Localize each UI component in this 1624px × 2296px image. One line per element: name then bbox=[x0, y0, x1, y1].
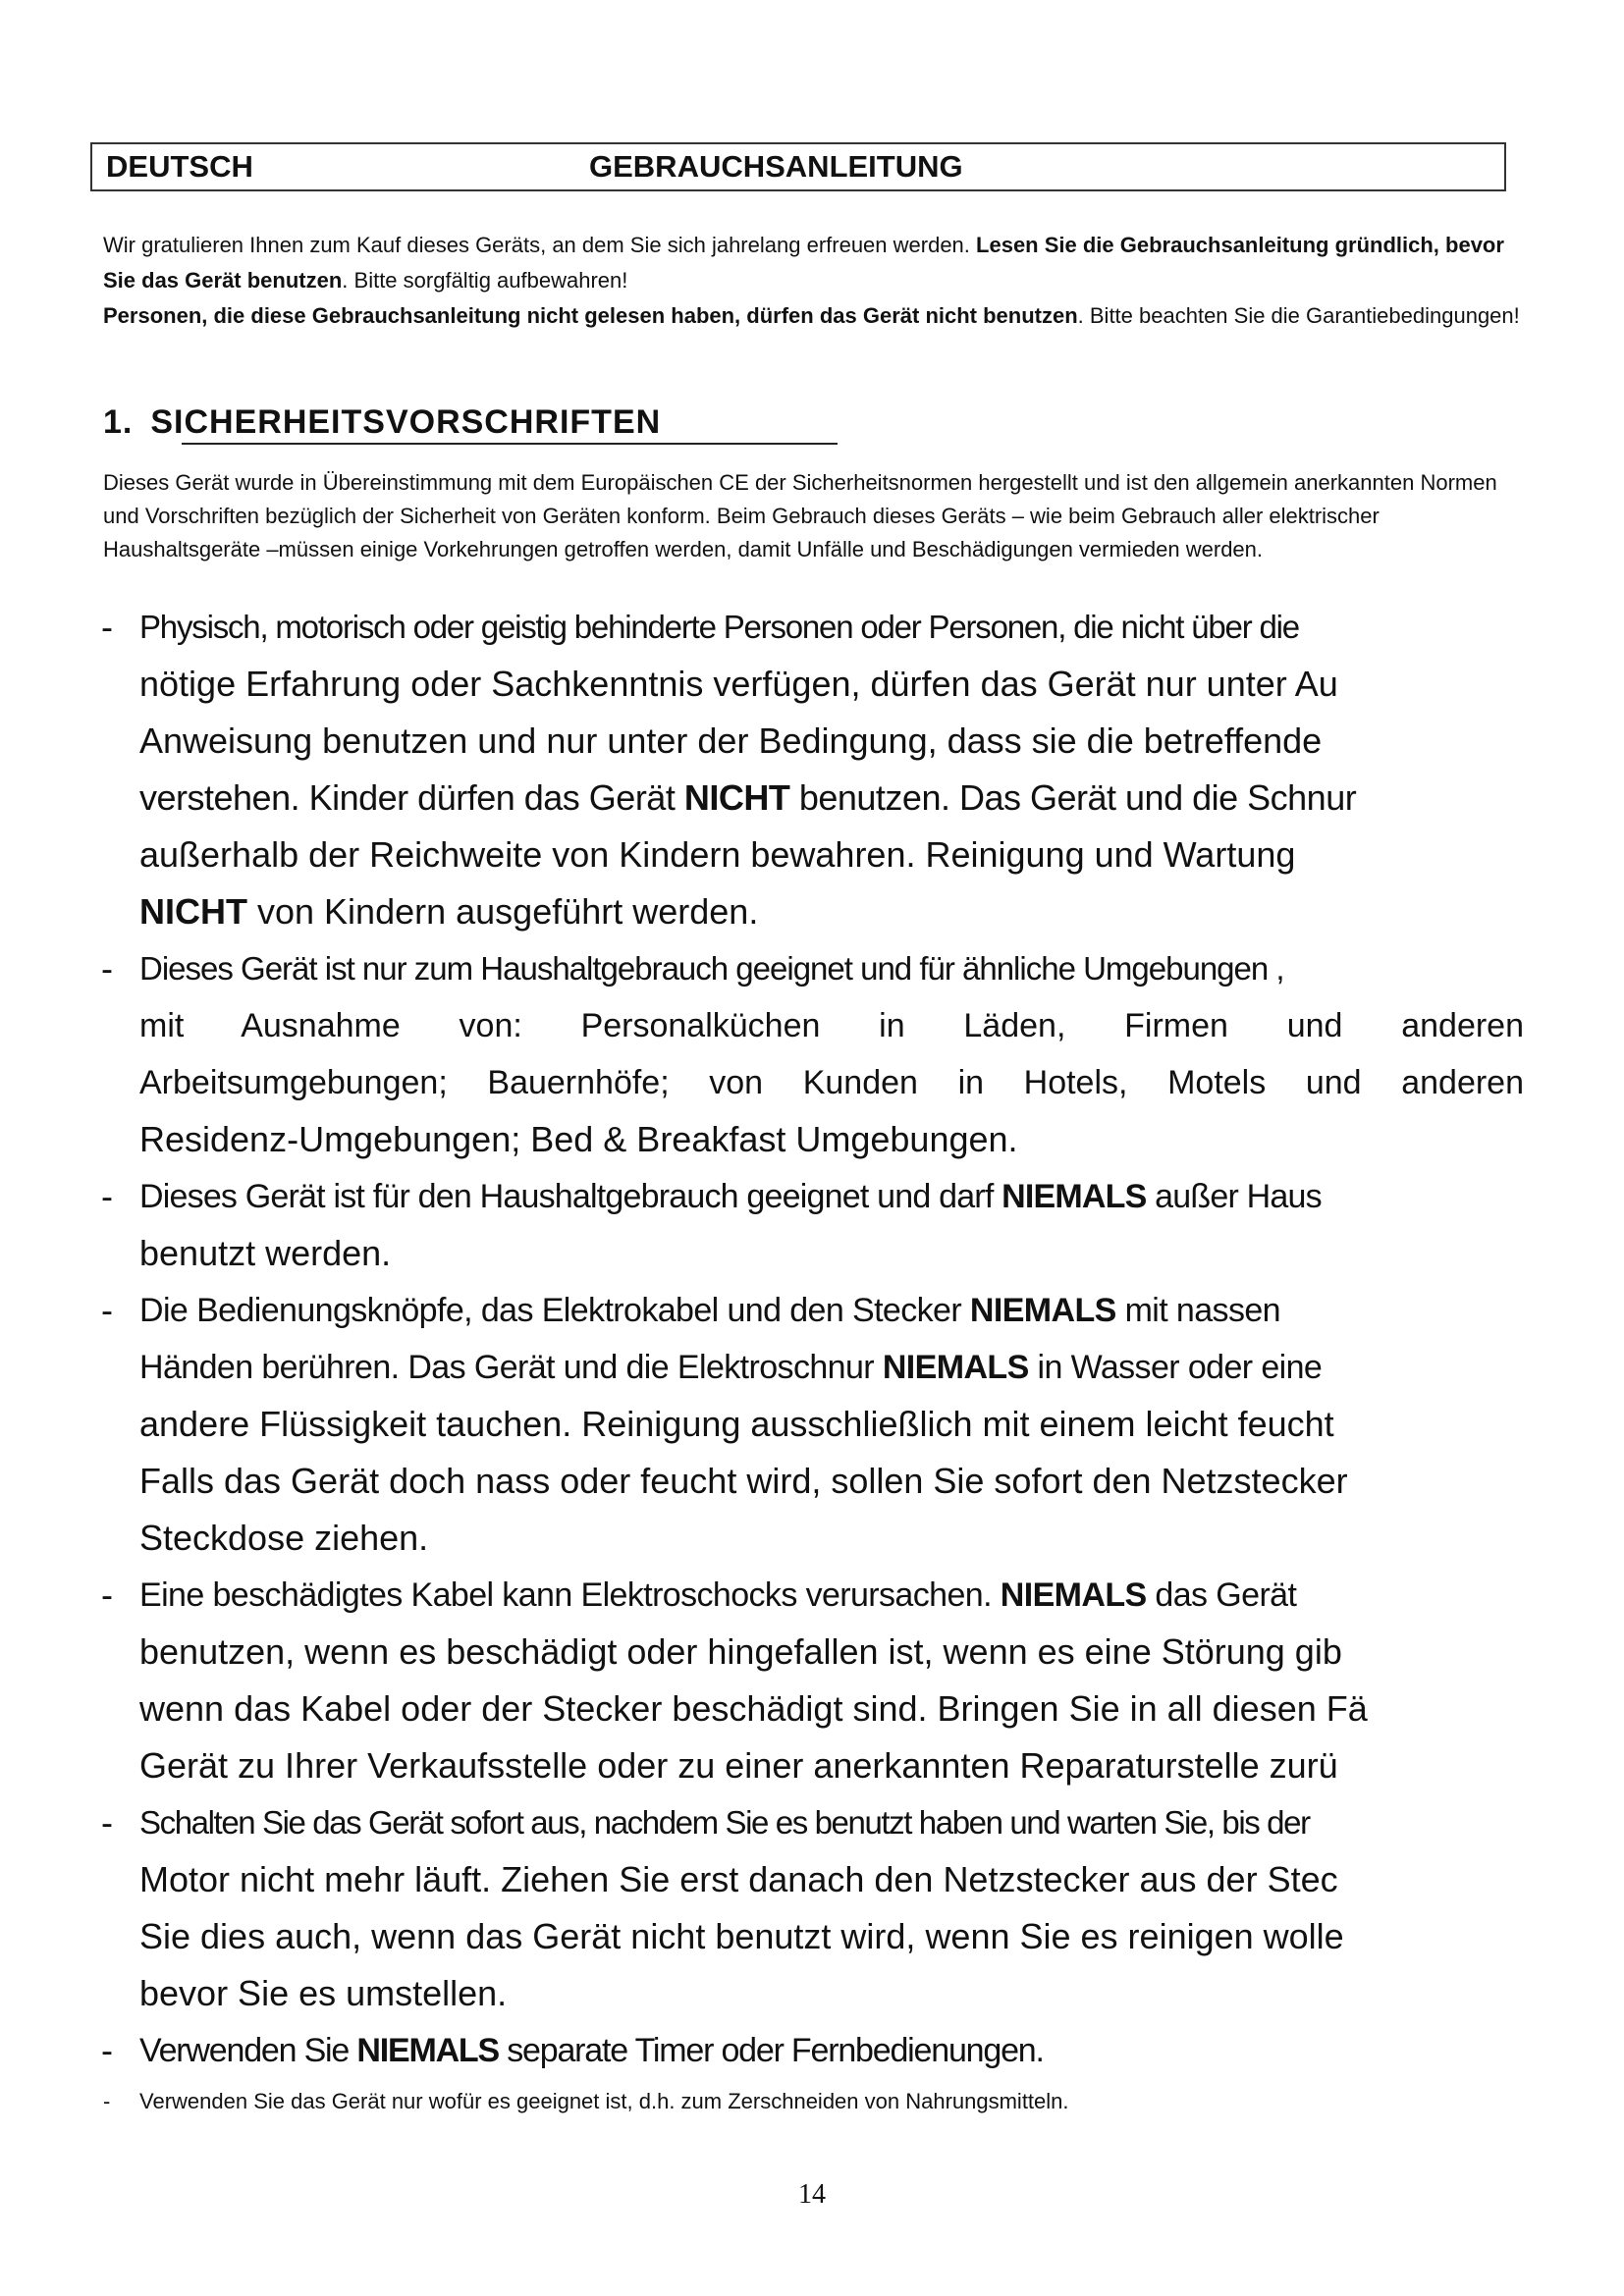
bullet-dash: - bbox=[103, 2089, 111, 2113]
list-line: mit Ausnahme von: Personalküchen in Läden, Firmen und anderen bbox=[139, 1007, 1524, 1044]
intro-text-1-end: . Bitte sorgfältig aufbewahren! bbox=[342, 268, 628, 293]
list-emphasis: NICHT bbox=[683, 777, 790, 818]
bullet-dash: - bbox=[101, 1176, 113, 1216]
list-line bbox=[139, 1282, 1585, 1339]
list-text: von Kindern ausgeführt werden. bbox=[247, 891, 759, 932]
safety-list bbox=[0, 599, 1624, 2130]
list-text: Dieses Gerät ist für den Haushaltgebrauch geeignet und darf bbox=[139, 1178, 1002, 1215]
bullet-dash: - bbox=[101, 607, 113, 647]
list-text: separate Timer oder Fernbedienungen. bbox=[498, 2032, 1044, 2069]
list-text: Eine beschädigtes Kabel kann Elektroschocks verursachen. bbox=[139, 1576, 1001, 1614]
list-line: benutzt werden. bbox=[139, 1233, 392, 1273]
list-line: Verwenden Sie das Gerät nur wofür es geeignet ist, d.h. zum Zerschneiden von Nahrungsmitteln. bbox=[139, 2089, 1069, 2113]
page-number: 14 bbox=[798, 2179, 826, 2210]
list-line bbox=[139, 1567, 1585, 1624]
list-item bbox=[0, 1168, 1624, 1282]
list-text: benutzen. Das Gerät und die Schnur bbox=[789, 777, 1357, 818]
section-number: 1. bbox=[103, 403, 134, 441]
list-item bbox=[0, 599, 1624, 940]
list-item bbox=[0, 940, 1624, 1168]
list-line: Falls das Gerät doch nass oder feucht wird, sollen Sie sofort den Netzstecker bbox=[139, 1461, 1348, 1501]
list-text: Verwenden Sie bbox=[139, 2032, 357, 2069]
intro-paragraph bbox=[103, 228, 1530, 334]
bullet-dash: - bbox=[101, 1575, 113, 1615]
list-text: das Gerät bbox=[1146, 1576, 1297, 1614]
list-line bbox=[139, 1168, 1585, 1225]
list-line: Dieses Gerät ist nur zum Haushaltgebrauch geeignet und für ähnliche Umgebungen , bbox=[139, 950, 1284, 987]
list-line: Anweisung benutzen und nur unter der Bedingung, dass sie die betreffende bbox=[139, 721, 1323, 761]
bullet-dash: - bbox=[101, 1290, 113, 1330]
list-line bbox=[139, 1339, 1585, 1396]
list-line: Sie dies auch, wenn das Gerät nicht benutzt wird, wenn Sie es reinigen wolle bbox=[139, 1916, 1344, 1956]
list-line: Arbeitsumgebungen; Bauernhöfe; von Kunden in Hotels, Motels und anderen bbox=[139, 1064, 1524, 1101]
list-item bbox=[0, 1282, 1624, 1567]
list-item bbox=[0, 2022, 1624, 2079]
list-line: Physisch, motorisch oder geistig behinderte Personen oder Personen, die nicht über die bbox=[139, 609, 1299, 645]
list-item bbox=[0, 1794, 1624, 2022]
list-line: andere Flüssigkeit tauchen. Reinigung ausschließlich mit einem leicht feucht bbox=[139, 1404, 1334, 1444]
list-line: Motor nicht mehr läuft. Ziehen Sie erst danach den Netzstecker aus der Stec bbox=[139, 1859, 1338, 1899]
list-line: außerhalb der Reichweite von Kindern bewahren. Reinigung und Wartung bbox=[139, 834, 1296, 875]
list-line: nötige Erfahrung oder Sachkenntnis verfügen, dürfen das Gerät nur unter Au bbox=[139, 664, 1338, 704]
list-emphasis: NIEMALS bbox=[1001, 1178, 1147, 1215]
list-item bbox=[0, 2081, 1624, 2122]
list-line: Residenz-Umgebungen; Bed & Breakfast Umgebungen. bbox=[139, 1119, 1018, 1159]
list-line: bevor Sie es umstellen. bbox=[139, 1973, 508, 2013]
list-line: wenn das Kabel oder der Stecker beschädigt sind. Bringen Sie in all diesen Fä bbox=[139, 1688, 1368, 1729]
list-line: Gerät zu Ihrer Verkaufsstelle oder zu einer anerkannten Reparaturstelle zurü bbox=[139, 1745, 1338, 1786]
list-text: mit nassen bbox=[1115, 1292, 1280, 1329]
list-text: verstehen. Kinder dürfen das Gerät bbox=[139, 777, 684, 818]
list-item bbox=[0, 1567, 1624, 1794]
list-line: Schalten Sie das Gerät sofort aus, nachdem Sie es benutzt haben und warten Sie, bis der bbox=[139, 1804, 1310, 1841]
section-heading bbox=[103, 400, 661, 444]
list-emphasis: NIEMALS bbox=[969, 1292, 1116, 1329]
section-title: SICHERHEITSVORSCHRIFTEN bbox=[150, 403, 662, 441]
section-intro: Dieses Gerät wurde in Übereinstimmung mit dem Europäischen CE der Sicherheitsnormen hergestellt und ist den allgemein anerkannten Normen und Vorschriften bezüglich der Sicherheit von Geräten konform. Beim Gebrauch dieses Geräts – wie beim Gebrauch aller elektrischer Haushaltsgeräte –müssen einige Vorkehrungen getroffen werden, damit Unfälle und Beschädigungen vermieden werden. bbox=[103, 470, 1497, 561]
bullet-dash: - bbox=[101, 2030, 113, 2070]
intro-text-2-end: . Bitte beachten Sie die Garantiebedingungen! bbox=[1077, 303, 1520, 328]
list-line bbox=[139, 883, 1585, 940]
document-header bbox=[90, 142, 1506, 191]
list-emphasis: NIEMALS bbox=[882, 1349, 1029, 1386]
list-emphasis: NIEMALS bbox=[356, 2032, 499, 2069]
list-text: Die Bedienungsknöpfe, das Elektrokabel und den Stecker bbox=[139, 1292, 970, 1329]
intro-text-2-bold: Personen, die diese Gebrauchsanleitung nicht gelesen haben, dürfen das Gerät nicht benutzen bbox=[103, 303, 1078, 328]
list-line: Steckdose ziehen. bbox=[139, 1518, 429, 1558]
bullet-dash: - bbox=[101, 948, 113, 988]
list-emphasis: NIEMALS bbox=[1000, 1576, 1147, 1614]
document-title: GEBRAUCHSANLEITUNG bbox=[589, 149, 963, 184]
list-line: benutzen, wenn es beschädigt oder hingefallen ist, wenn es eine Störung gib bbox=[139, 1631, 1342, 1672]
intro-text-1: Wir gratulieren Ihnen zum Kauf dieses Geräts, an dem Sie sich jahrelang erfreuen werden. bbox=[103, 233, 970, 257]
list-text: Händen berühren. Das Gerät und die Elektroschnur bbox=[139, 1349, 883, 1386]
list-line bbox=[139, 770, 1585, 827]
section-underline bbox=[182, 443, 838, 445]
list-text: außer Haus bbox=[1146, 1178, 1322, 1215]
list-emphasis: NICHT bbox=[139, 891, 247, 932]
list-text: in Wasser oder eine bbox=[1028, 1349, 1323, 1386]
language-label: DEUTSCH bbox=[106, 149, 253, 184]
list-line bbox=[139, 2022, 1585, 2079]
intro-text-1-bold: Lesen Sie die Gebrauchsanleitung gründlich, bevor Sie das Gerät benutzen bbox=[103, 233, 1504, 293]
bullet-dash: - bbox=[101, 1802, 113, 1842]
